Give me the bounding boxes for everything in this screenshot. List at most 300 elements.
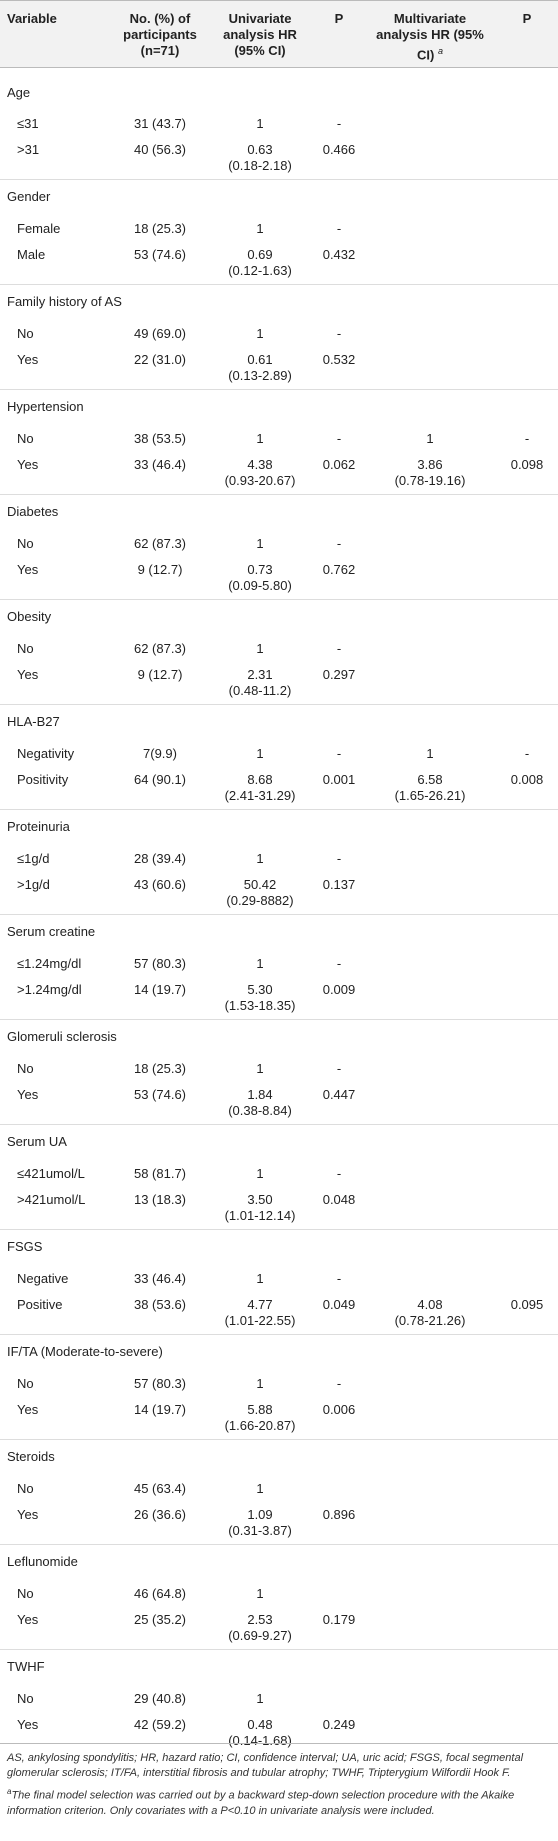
cell-participants-value: 14 (19.7) [133, 1401, 187, 1417]
row-label: Male [17, 246, 46, 262]
cell-multivariate-hr [364, 1499, 496, 1545]
group-name: HLA-B27 [0, 705, 558, 738]
cell-multivariate-hr [364, 1578, 496, 1604]
row-label: No [17, 325, 34, 341]
cell-p [314, 1578, 364, 1604]
cell-multivariate-hr-ci: (0.78-21.26) [394, 1312, 466, 1328]
group-row [0, 810, 558, 843]
table-row [0, 1604, 558, 1650]
row-label: No [17, 1585, 34, 1601]
cell-p [314, 1368, 364, 1394]
table-row [0, 633, 558, 659]
cell-participants [114, 318, 206, 344]
cell-multivariate-p [496, 1289, 558, 1335]
cell-univariate-hr [206, 764, 314, 810]
cell-participants [114, 108, 206, 134]
row-label: Positivity [17, 771, 69, 787]
cell-p [314, 659, 364, 705]
cell-participants-value: 40 (56.3) [133, 141, 187, 157]
table-row [0, 1499, 558, 1545]
cell-participants-value: 18 (25.3) [133, 220, 187, 236]
cell-multivariate-hr [364, 1289, 496, 1335]
table-row [0, 1079, 558, 1125]
header-univariate: Univariate analysis HR (95% CI) [206, 1, 314, 68]
row-label: No [17, 535, 34, 551]
table-row [0, 1394, 558, 1440]
cell-p-value: 0.297 [322, 666, 356, 682]
cell-univariate-hr-value: 4.77 [247, 1296, 273, 1312]
group-name: Age [7, 85, 31, 100]
cell-participants-value: 9 (12.7) [137, 561, 183, 577]
group-row [0, 1230, 558, 1263]
table-row [0, 948, 558, 974]
cell-univariate-hr-value: 1 [256, 1375, 264, 1391]
cell-multivariate-hr [364, 1079, 496, 1125]
cell-univariate-hr [206, 344, 314, 390]
cell-univariate-hr [206, 1499, 314, 1545]
cell-p [314, 554, 364, 600]
cell-multivariate-p [496, 738, 558, 764]
cell-univariate-hr-value: 1 [256, 430, 264, 446]
cell-univariate-hr [206, 1289, 314, 1335]
cell-multivariate-p [496, 1683, 558, 1709]
cell-multivariate-hr [364, 449, 496, 495]
cell-participants-value: 14 (19.7) [133, 981, 187, 997]
cell-participants [114, 764, 206, 810]
cell-participants [114, 1079, 206, 1125]
cell-univariate-hr-value: 0.73 [247, 561, 273, 577]
cell-multivariate-p [496, 554, 558, 600]
row-label: >421umol/L [17, 1191, 86, 1207]
cell-univariate-hr-ci: (1.01-22.55) [224, 1312, 296, 1328]
table-row [0, 738, 558, 764]
cell-multivariate-hr-ci: (0.78-19.16) [394, 472, 466, 488]
cell-participants-value: 43 (60.6) [133, 876, 187, 892]
cell-p [314, 1053, 364, 1079]
cell-participants [114, 344, 206, 390]
cell-univariate-hr-value: 1 [256, 955, 264, 971]
table-row [0, 974, 558, 1020]
cell-multivariate-p [496, 1053, 558, 1079]
cell-multivariate-p [496, 1499, 558, 1545]
cell-univariate-hr-value: 0.63 [247, 141, 273, 157]
table-row [0, 1053, 558, 1079]
cell-participants-value: 22 (31.0) [133, 351, 187, 367]
cell-p-value: 0.009 [322, 981, 356, 997]
table-row [0, 554, 558, 600]
cell-participants [114, 1578, 206, 1604]
table-row [0, 1263, 558, 1289]
row-label: Yes [17, 1716, 39, 1732]
cell-participants-value: 42 (59.2) [133, 1716, 187, 1732]
cell-multivariate-p [496, 1079, 558, 1125]
cell-p [314, 1604, 364, 1650]
group-name: TWHF [0, 1650, 558, 1683]
cell-participants [114, 554, 206, 600]
cell-univariate-hr [206, 134, 314, 180]
cell-p [314, 1473, 364, 1499]
cell-participants [114, 1289, 206, 1335]
row-label: ≤31 [17, 115, 39, 131]
cell-multivariate-p [496, 423, 558, 449]
cell-univariate-hr-value: 1 [256, 1270, 264, 1286]
cell-univariate-hr [206, 1604, 314, 1650]
cell-participants-value: 46 (64.8) [133, 1585, 187, 1601]
table-row [0, 869, 558, 915]
cell-univariate-hr [206, 869, 314, 915]
cell-multivariate-hr [364, 764, 496, 810]
cell-p [314, 213, 364, 239]
row-label: No [17, 1480, 34, 1496]
cell-multivariate-hr [364, 659, 496, 705]
cell-participants-value: 26 (36.6) [133, 1506, 187, 1522]
table-row [0, 1289, 558, 1335]
cell-multivariate-hr [364, 974, 496, 1020]
group-row [0, 285, 558, 318]
cell-univariate-hr-ci: (0.31-3.87) [228, 1522, 292, 1538]
cell-multivariate-hr-value: 1 [426, 745, 434, 761]
row-label: Yes [17, 666, 39, 682]
cell-p-value: 0.762 [322, 561, 356, 577]
cell-univariate-hr-ci: (2.41-31.29) [224, 787, 296, 803]
cell-multivariate-hr [364, 1053, 496, 1079]
cell-participants [114, 1683, 206, 1709]
group-name: Obesity [0, 600, 558, 633]
cell-participants-value: 53 (74.6) [133, 1086, 187, 1102]
cell-univariate-hr-value: 1 [256, 1060, 264, 1076]
cell-p-value: - [336, 1165, 342, 1181]
cell-univariate-hr-value: 1 [256, 1690, 264, 1706]
row-label: >1g/d [17, 876, 50, 892]
cell-multivariate-hr [364, 1604, 496, 1650]
row-label: No [17, 1060, 34, 1076]
cell-p-value: - [336, 1270, 342, 1286]
cell-univariate-hr-ci: (1.66-20.87) [224, 1417, 296, 1433]
cell-participants [114, 239, 206, 285]
cell-p [314, 1079, 364, 1125]
cell-p-value: 0.896 [322, 1506, 356, 1522]
cell-participants-value: 38 (53.6) [133, 1296, 187, 1312]
cell-multivariate-p [496, 318, 558, 344]
cell-univariate-hr [206, 1184, 314, 1230]
cell-participants [114, 738, 206, 764]
cell-p-value: - [336, 745, 342, 761]
group-row [0, 915, 558, 948]
group-name: Hypertension [0, 390, 558, 423]
cell-multivariate-hr-value: 4.08 [417, 1296, 443, 1312]
cell-p [314, 344, 364, 390]
cell-p-value: - [336, 640, 342, 656]
cell-multivariate-p [496, 659, 558, 705]
cell-univariate-hr-value: 2.31 [247, 666, 273, 682]
cell-univariate-hr [206, 1053, 314, 1079]
cell-participants-value: 33 (46.4) [133, 456, 187, 472]
row-label: No [17, 640, 34, 656]
cell-multivariate-hr [364, 1473, 496, 1499]
cell-multivariate-p-value: 0.095 [510, 1296, 544, 1312]
cell-p-value: 0.532 [322, 351, 356, 367]
cell-multivariate-hr [364, 738, 496, 764]
cell-p-value: 0.432 [322, 246, 356, 262]
cell-p [314, 423, 364, 449]
cell-p [314, 843, 364, 869]
group-row [0, 705, 558, 738]
cell-univariate-hr-value: 1 [256, 850, 264, 866]
cell-univariate-hr [206, 528, 314, 554]
row-label: Negative [17, 1270, 69, 1286]
cell-participants-value: 7(9.9) [143, 745, 177, 761]
cell-multivariate-hr [364, 108, 496, 134]
table-row [0, 239, 558, 285]
cell-multivariate-p [496, 1394, 558, 1440]
cell-p-value: - [336, 955, 342, 971]
row-label: No [17, 430, 34, 446]
group-name: Gender [0, 180, 558, 213]
group-row [0, 1335, 558, 1368]
cell-univariate-hr [206, 948, 314, 974]
group-name: Proteinuria [0, 810, 558, 843]
cell-multivariate-p-value: - [524, 745, 530, 761]
cell-multivariate-hr-ci: (1.65-26.21) [394, 787, 466, 803]
cell-p-value: 0.062 [322, 456, 356, 472]
cell-multivariate-hr [364, 1158, 496, 1184]
cell-participants-value: 49 (69.0) [133, 325, 187, 341]
cell-p [314, 764, 364, 810]
group-name: Steroids [0, 1440, 558, 1473]
row-label: Positive [17, 1296, 63, 1312]
cell-participants [114, 659, 206, 705]
cell-p [314, 1499, 364, 1545]
cell-p-value: - [336, 850, 342, 866]
footnote-marker: a [437, 46, 443, 56]
cell-multivariate-hr [364, 344, 496, 390]
cell-multivariate-hr-value: 1 [426, 430, 434, 446]
cell-p-value: - [336, 220, 342, 236]
cell-multivariate-hr [364, 213, 496, 239]
group-name: Serum creatine [0, 915, 558, 948]
cell-multivariate-hr [364, 1368, 496, 1394]
cell-multivariate-hr [364, 239, 496, 285]
cell-multivariate-p [496, 213, 558, 239]
table-row [0, 134, 558, 180]
cell-multivariate-p [496, 764, 558, 810]
cell-p [314, 1184, 364, 1230]
cell-p [314, 134, 364, 180]
cell-multivariate-p [496, 843, 558, 869]
cell-participants [114, 1053, 206, 1079]
cell-univariate-hr [206, 554, 314, 600]
cell-multivariate-hr [364, 134, 496, 180]
cell-multivariate-hr [364, 318, 496, 344]
cell-p-value: - [336, 115, 342, 131]
cell-p-value: 0.001 [322, 771, 356, 787]
row-label: Yes [17, 561, 39, 577]
cell-univariate-hr-value: 4.38 [247, 456, 273, 472]
cell-p [314, 239, 364, 285]
cell-p-value: 0.447 [322, 1086, 356, 1102]
cell-univariate-hr [206, 1473, 314, 1499]
cell-univariate-hr-ci: (0.69-9.27) [228, 1627, 292, 1643]
group-row [0, 495, 558, 528]
cell-univariate-hr [206, 974, 314, 1020]
cell-participants-value: 38 (53.5) [133, 430, 187, 446]
cell-univariate-hr-value: 5.88 [247, 1401, 273, 1417]
cell-univariate-hr-value: 0.61 [247, 351, 273, 367]
cell-univariate-hr-value: 1 [256, 535, 264, 551]
cell-univariate-hr-value: 1 [256, 1585, 264, 1601]
cell-participants-value: 33 (46.4) [133, 1270, 187, 1286]
cell-univariate-hr [206, 738, 314, 764]
row-label: ≤1g/d [17, 850, 50, 866]
cell-multivariate-p [496, 948, 558, 974]
cell-univariate-hr-ci: (0.12-1.63) [228, 262, 292, 278]
cell-univariate-hr-value: 1 [256, 115, 264, 131]
cell-univariate-hr [206, 633, 314, 659]
cell-univariate-hr [206, 1158, 314, 1184]
cell-multivariate-p [496, 108, 558, 134]
cell-p-value: - [336, 535, 342, 551]
cell-univariate-hr-ci: (0.29-8882) [226, 892, 294, 908]
cell-participants-value: 53 (74.6) [133, 246, 187, 262]
cell-participants [114, 633, 206, 659]
cell-multivariate-p-value: - [524, 430, 530, 446]
cell-multivariate-hr [364, 554, 496, 600]
cell-participants [114, 1263, 206, 1289]
header-multivariate [364, 1, 496, 68]
cell-multivariate-p-value: 0.008 [510, 771, 544, 787]
table-row [0, 108, 558, 134]
cell-participants-value: 13 (18.3) [133, 1191, 187, 1207]
cell-univariate-hr-value: 3.50 [247, 1191, 273, 1207]
cell-multivariate-p [496, 239, 558, 285]
cell-univariate-hr-ci: (1.53-18.35) [224, 997, 296, 1013]
cell-multivariate-p [496, 1368, 558, 1394]
row-label: Yes [17, 456, 39, 472]
row-label: No [17, 1375, 34, 1391]
cell-univariate-hr-value: 1 [256, 1480, 264, 1496]
cell-multivariate-hr [364, 528, 496, 554]
table-header [0, 1, 558, 68]
header-multivariate-text: Multivariate analysis HR (95% CI) [376, 11, 484, 63]
group-name: Diabetes [0, 495, 558, 528]
cell-participants-value: 28 (39.4) [133, 850, 187, 866]
row-label: No [17, 1690, 34, 1706]
group-row [0, 1650, 558, 1683]
cell-univariate-hr-ci: (1.01-12.14) [224, 1207, 296, 1223]
cell-p-value: - [336, 1375, 342, 1391]
cell-multivariate-p [496, 974, 558, 1020]
cell-p [314, 738, 364, 764]
cell-multivariate-hr [364, 1394, 496, 1440]
cell-univariate-hr-value: 8.68 [247, 771, 273, 787]
cell-multivariate-hr [364, 1683, 496, 1709]
cell-univariate-hr-ci: (0.14-1.68) [228, 1732, 292, 1748]
cell-univariate-hr-value: 1 [256, 220, 264, 236]
cell-p [314, 108, 364, 134]
cell-univariate-hr-value: 0.69 [247, 246, 273, 262]
row-label: Negativity [17, 745, 75, 761]
cell-univariate-hr [206, 1394, 314, 1440]
header-variable: Variable [0, 1, 114, 68]
cell-multivariate-p [496, 344, 558, 390]
cell-multivariate-p [496, 1578, 558, 1604]
table-row [0, 764, 558, 810]
row-label: Yes [17, 1611, 39, 1627]
table-row [0, 449, 558, 495]
cell-participants [114, 974, 206, 1020]
cell-multivariate-p [496, 134, 558, 180]
cell-participants [114, 1184, 206, 1230]
cell-participants-value: 57 (80.3) [133, 955, 187, 971]
cell-multivariate-p [496, 1604, 558, 1650]
table-row [0, 423, 558, 449]
row-label: Yes [17, 1401, 39, 1417]
cell-multivariate-hr [364, 948, 496, 974]
table-row [0, 659, 558, 705]
table-row [0, 1578, 558, 1604]
cell-participants-value: 62 (87.3) [133, 535, 187, 551]
cell-univariate-hr [206, 108, 314, 134]
table-row [0, 1473, 558, 1499]
table-row [0, 318, 558, 344]
cell-p [314, 528, 364, 554]
cell-participants-value: 57 (80.3) [133, 1375, 187, 1391]
cell-multivariate-p-value: 0.098 [510, 456, 544, 472]
cell-univariate-hr [206, 213, 314, 239]
table-row [0, 344, 558, 390]
cell-univariate-hr [206, 1263, 314, 1289]
row-label: Female [17, 220, 61, 236]
cell-univariate-hr-ci: (0.48-11.2) [228, 682, 292, 698]
table-row [0, 1368, 558, 1394]
group-name: Glomeruli sclerosis [0, 1020, 558, 1053]
cell-univariate-hr-value: 2.53 [247, 1611, 273, 1627]
cell-participants-value: 31 (43.7) [133, 115, 187, 131]
header-participants: No. (%) of participants (n=71) [114, 1, 206, 68]
cell-p-value: - [336, 430, 342, 446]
cell-p-value: 0.179 [322, 1611, 356, 1627]
cell-p-value: 0.006 [322, 1401, 356, 1417]
table-row [0, 213, 558, 239]
group-name: Serum UA [0, 1125, 558, 1158]
cell-univariate-hr-value: 1 [256, 640, 264, 656]
cell-participants [114, 134, 206, 180]
cell-p [314, 1263, 364, 1289]
cell-univariate-hr-value: 0.48 [247, 1716, 273, 1732]
group-row [0, 390, 558, 423]
cell-p [314, 948, 364, 974]
header-p2: P [496, 1, 558, 68]
cell-multivariate-p [496, 449, 558, 495]
cell-participants [114, 528, 206, 554]
cell-participants [114, 1368, 206, 1394]
cell-multivariate-p [496, 633, 558, 659]
cell-multivariate-hr-value: 3.86 [417, 456, 443, 472]
cell-p [314, 1683, 364, 1709]
cell-participants-value: 45 (63.4) [133, 1480, 187, 1496]
row-label: Yes [17, 1086, 39, 1102]
cell-p-value: 0.049 [322, 1296, 356, 1312]
row-label: >31 [17, 141, 40, 157]
table-row [0, 1683, 558, 1709]
cell-univariate-hr-ci: (0.93-20.67) [224, 472, 296, 488]
cell-univariate-hr-value: 1 [256, 325, 264, 341]
group-row [0, 68, 558, 108]
cell-p-value: 0.137 [322, 876, 356, 892]
cell-univariate-hr-value: 1 [256, 745, 264, 761]
cell-univariate-hr [206, 1368, 314, 1394]
cell-multivariate-hr [364, 633, 496, 659]
